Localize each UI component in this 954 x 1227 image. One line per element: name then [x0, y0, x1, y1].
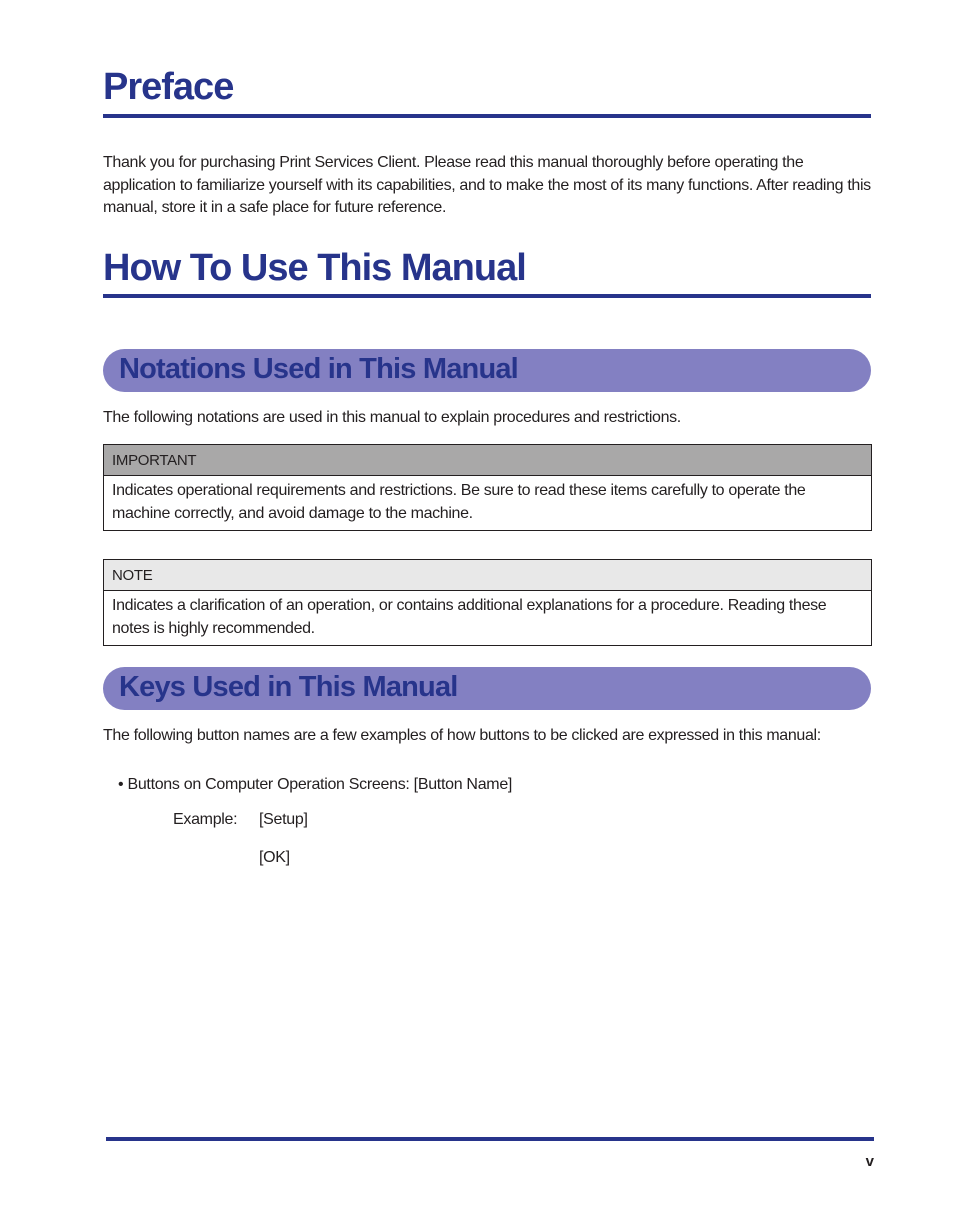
- example-ok: [OK]: [259, 849, 290, 866]
- note-box: [103, 559, 872, 646]
- important-text: Indicates operational requirements and restrictions. Be sure to read these items carefully to operate the machine correctly, and avoid damage to the machine.: [112, 482, 806, 522]
- note-label: NOTE: [104, 560, 871, 591]
- notations-section-header: [103, 349, 871, 392]
- important-box: [103, 444, 872, 531]
- page-number: v: [865, 1153, 874, 1170]
- keys-title: Keys Used in This Manual: [119, 671, 458, 703]
- preface-body: Thank you for purchasing Print Services Client. Please read this manual thoroughly before operating the application to familiarize yourself with its capabilities, and to make the most of its many functions. After reading this manual, store it in a safe place for future reference.: [103, 154, 871, 216]
- example-label: Example:: [173, 811, 238, 828]
- notations-intro: The following notations are used in this manual to explain procedures and restrictions.: [103, 409, 681, 426]
- note-text: Indicates a clarification of an operation, or contains additional explanations for a procedure. Reading these notes is highly recommended.: [112, 597, 827, 637]
- important-label: IMPORTANT: [104, 445, 871, 476]
- keys-section-header: [103, 667, 871, 710]
- preface-rule: [103, 114, 871, 118]
- footer-rule: [106, 1137, 874, 1141]
- how-to-title: How To Use This Manual: [103, 247, 526, 289]
- keys-bullet: • Buttons on Computer Operation Screens: [Button Name]: [118, 776, 513, 793]
- how-to-rule: [103, 294, 871, 298]
- notations-title: Notations Used in This Manual: [119, 353, 518, 385]
- example-setup: [Setup]: [259, 811, 308, 828]
- preface-title: Preface: [103, 66, 234, 108]
- keys-intro: The following button names are a few examples of how buttons to be clicked are expressed in this manual:: [103, 727, 821, 744]
